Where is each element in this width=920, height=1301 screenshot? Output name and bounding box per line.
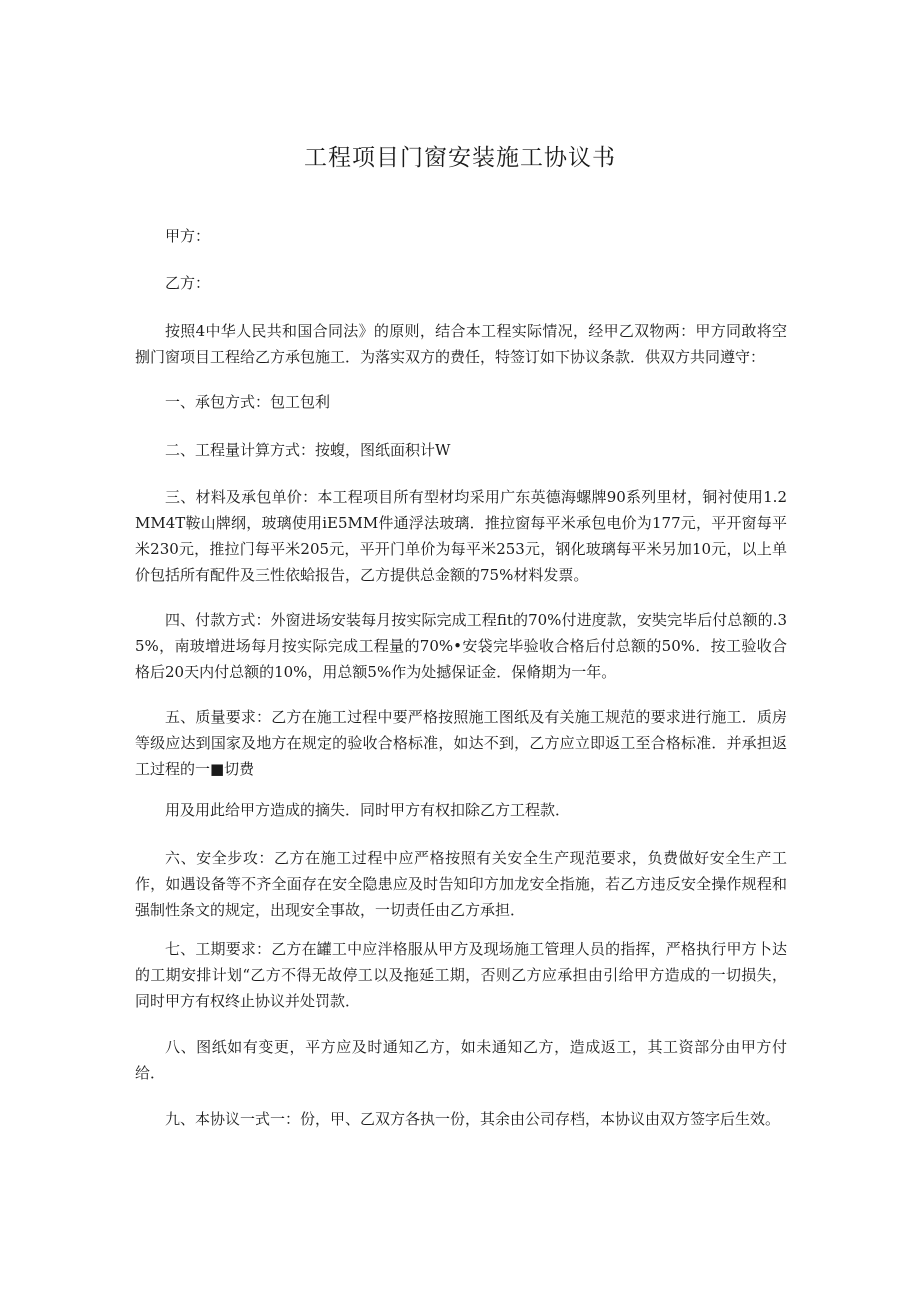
clause-2: 二、工程量计算方式：按蝮，图纸面积计W (165, 441, 451, 459)
clause-5-continued: 用及用此给甲方造成的摘失．同时甲方有权扣除乙方工程款． (165, 801, 571, 819)
clause-4: 四、付款方式：外窗进场安装每月按实际完成工程fit的70%付进度款，安奘完毕后付总额的.35%，南玻增进场每月按实际完成工程量的70%•安袋完毕验收合格后付总额的50%．按工验收合格后20天内付总额的10%，用总额5%作为处撼保证金．保脩期为一年。 (135, 611, 787, 681)
party-a-label: 甲方： (165, 227, 211, 245)
clause-8: 八、图纸如有变更，平方应及时通知乙方，如未通知乙方，造成返工，其工资部分由甲方付给． (135, 1038, 787, 1082)
clause-9: 九、本协议一式一：份，甲、乙双方各执一份，其余由公司存档，本协议由双方签字后生效。 (165, 1110, 781, 1128)
document-title: 工程项目门窗安装施工协议书 (304, 145, 616, 171)
party-b-label: 乙方： (165, 274, 211, 292)
clause-6: 六、安全步攻：乙方在施工过程中应严格按照有关安全生产现范要求，负费做好安全生产工作，如遇设备等不齐全面存在安全隐患应及时告知印方加龙安全指施，若乙方违反安全操作规程和强制性条文的规定，出现安全事故，一切责任由乙方承担． (135, 849, 787, 919)
clause-5: 五、质量要求：乙方在施工过程中要严格按照施工图纸及有关施工规范的要求进行施工．质房等级应达到国家及地方在规定的验收合格标准，如达不到，乙方应立即返工至合格标准．并承担返工过程的一■切费 (135, 708, 787, 778)
clause-3: 三、材料及承包单价：本工程项目所有型材均采用广东英德海螺牌90系列里材，铜衬使用1.2MM4T鞍山牌纲，玻璃使用iE5MM件通浮法玻璃．推拉窗每平米承包电价为177元，平开窗每平米230元，推拉门每平米205元，平开门单价为每平米253元，钢化玻璃每平米另加10元，以上单价包括所有配件及三性依蛤报告，乙方提供总金额的75%材料发票。 (135, 488, 787, 584)
clause-7: 七、工期要求：乙方在罐工中应泮格服从甲方及现场施工管理人员的指挥，严格执行甲方卜达的工期安排计划“乙方不得无故停工以及拖延工期，否则乙方应承担由引给甲方造成的一切损失，同时甲方有权终止协议并处罚款． (135, 940, 787, 1010)
clause-1: 一、承包方式：包工包利 (165, 393, 331, 411)
intro-paragraph: 按照4中华人民共和国合同法》的原则，结合本工程实际情况，经甲乙双物两：甲方同敢将空捌门窗项目工程给乙方承包施工．为落实双方的费任，特签订如下协议条款．供双方共同遵守： (135, 322, 787, 366)
